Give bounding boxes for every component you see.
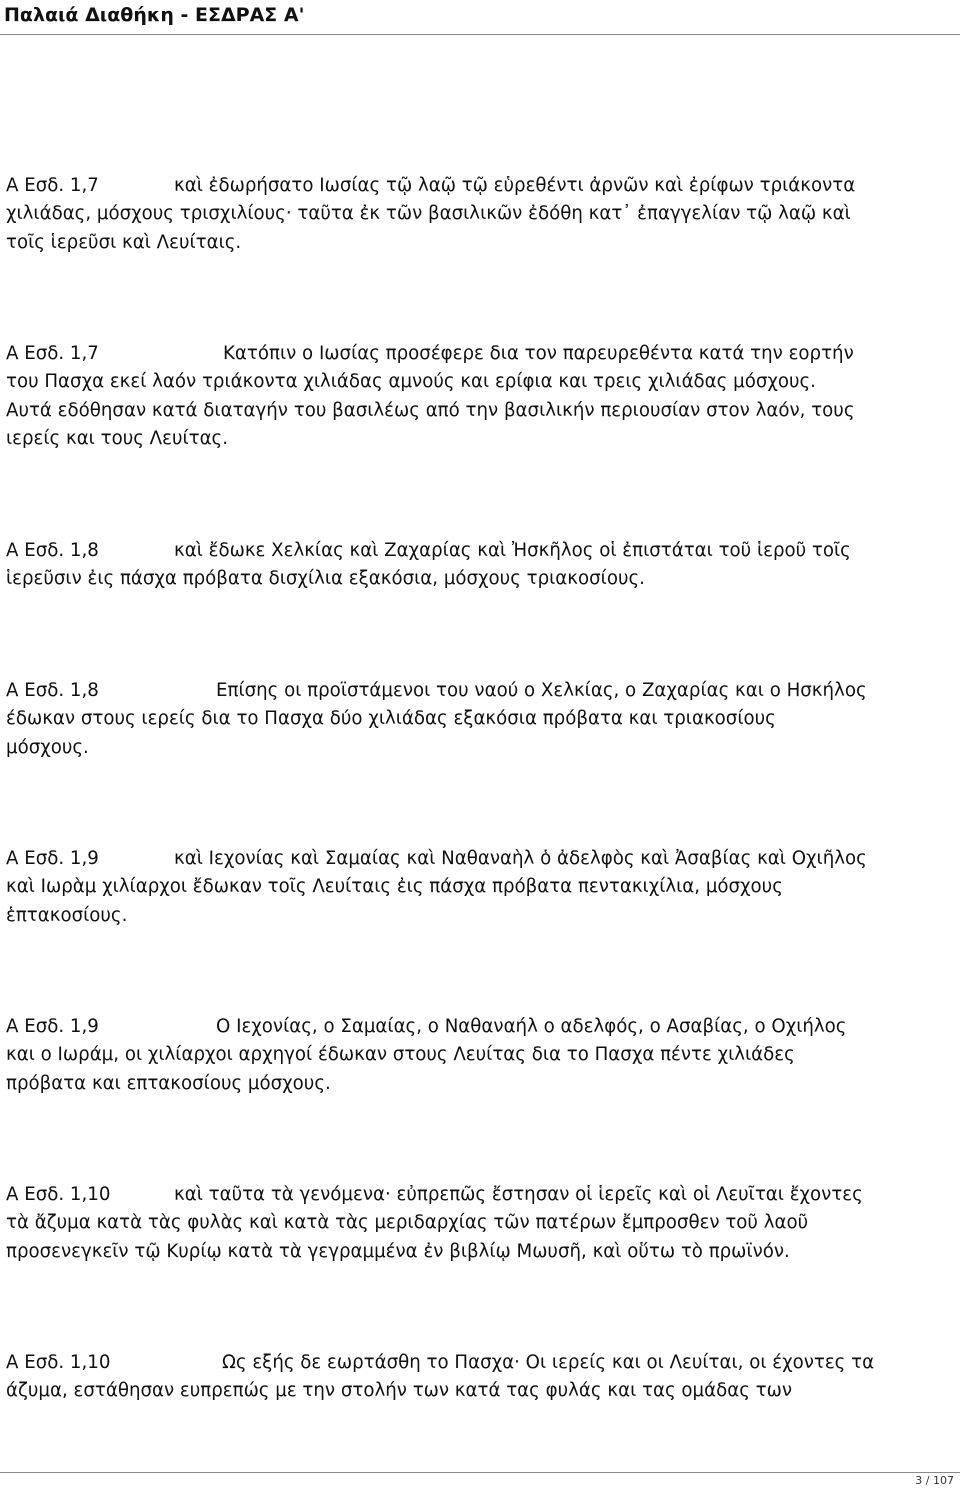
verse-block [6, 537, 956, 594]
verse-reference: Α Εσδ. 1,10 [6, 1184, 111, 1205]
verse-line: ιερείς και τους Λευίτας. [6, 427, 229, 449]
verse-line: προσενεγκεῖν τῷ Κυρίῳ κατὰ τὰ γεγραμμένα ἐν βιβλίῳ Μωυσῆ, καὶ οὕτω τὸ πρωϊνόν. [6, 1240, 790, 1262]
footer-divider [0, 1472, 960, 1473]
verse-block [6, 1181, 956, 1266]
title-divider [0, 34, 960, 35]
verse-text: καὶ ἐδωρήσατο Ιωσίας τῷ λαῷ τῷ εὑρεθέντι ἀρνῶν καὶ ἐρίφων τριάκοντα [174, 175, 856, 196]
verse-text: Ως εξής δε εωρτάσθη το Πασχα· Οι ιερείς και οι Λευίται, οι έχοντες τα [222, 1352, 875, 1373]
verse-reference: Α Εσδ. 1,9 [6, 848, 99, 869]
verse-reference: Α Εσδ. 1,10 [6, 1352, 111, 1373]
verse-block [6, 340, 956, 453]
verse-line: χιλιάδας, μόσχους τρισχιλίους· ταῦτα ἐκ τῶν βασιλικῶν ἐδόθη κατ᾽ ἐπαγγελίαν τῷ λαῷ καὶ [6, 203, 851, 225]
verse-text: Ο Ιεχονίας, ο Σαμαίας, ο Ναθαναήλ ο αδελφός, ο Ασαβίας, ο Οχιήλος [216, 1016, 847, 1037]
verse-text: καὶ Ιεχονίας καὶ Σαμαίας καὶ Ναθαναὴλ ὁ ἀδελφὸς καὶ Ἀσαβίας καὶ Οχιῆλος [174, 848, 867, 869]
verse-line: άζυμα, εστάθησαν ευπρεπώς με την στολήν των κατά τας φυλάς και τας ομάδας των [6, 1380, 792, 1402]
verse-block [6, 677, 956, 762]
verse-line: του Πασχα εκεί λαόν τριάκοντα χιλιάδας αμνούς και ερίφια και τρεις χιλιάδας μόσχους. [6, 371, 816, 393]
verse-reference: Α Εσδ. 1,9 [6, 1016, 99, 1037]
verse-line: μόσχους. [6, 736, 89, 758]
verse-first-line [6, 172, 956, 200]
verse-block [6, 1349, 956, 1406]
verse-line: έδωκαν στους ιερείς δια το Πασχα δύο χιλιάδας εξακόσια πρόβατα και τριακοσίους [6, 708, 776, 730]
verse-line: τοῖς ἱερεῦσι καὶ Λευίταις. [6, 231, 242, 253]
verse-first-line [6, 677, 956, 705]
verse-reference: Α Εσδ. 1,7 [6, 175, 99, 196]
verse-text: καὶ ἔδωκε Χελκίας καὶ Ζαχαρίας καὶ Ἠσκῆλος οἱ ἐπιστάται τοῦ ἱεροῦ τοῖς [174, 540, 851, 561]
verse-first-line [6, 1181, 956, 1209]
verse-line: ἱερεῦσιν ἐις πάσχα πρόβατα δισχίλια εξακόσια, μόσχους τριακοσίους. [6, 568, 645, 590]
verse-first-line [6, 1013, 956, 1041]
verse-line: καὶ Ιωρὰμ χιλίαρχοι ἔδωκαν τοῖς Λευίταις ἐις πάσχα πρόβατα πεντακιχίλια, μόσχους [6, 876, 783, 898]
verse-line: και ο Ιωράμ, οι χιλίαρχοι αρχηγοί έδωκαν στους Λευίτας δια το Πασχα πέντε χιλιάδες [6, 1044, 795, 1066]
verse-reference: Α Εσδ. 1,8 [6, 540, 99, 561]
verse-block [6, 1013, 956, 1098]
verse-first-line [6, 340, 956, 368]
verse-first-line [6, 1349, 956, 1377]
page-title: Παλαιά Διαθήκη - ΕΣΔΡΑΣ Α' [4, 4, 305, 26]
verse-first-line [6, 845, 956, 873]
verse-line: πρόβατα και επτακοσίους μόσχους. [6, 1072, 331, 1094]
verse-line: Αυτά εδόθησαν κατά διαταγήν του βασιλέως από την βασιλικήν περιουσίαν στον λαόν, τους [6, 399, 855, 421]
verse-block [6, 172, 956, 257]
verse-reference: Α Εσδ. 1,7 [6, 343, 99, 364]
verse-line: τὰ ἄζυμα κατὰ τὰς φυλὰς καὶ κατὰ τὰς μεριδαρχίας τῶν πατέρων ἔμπροσθεν τοῦ λαοῦ [6, 1212, 809, 1234]
verse-block [6, 845, 956, 930]
verse-first-line [6, 537, 956, 565]
verse-reference: Α Εσδ. 1,8 [6, 680, 99, 701]
verse-text: καὶ ταῦτα τὰ γενόμενα· εὐπρεπῶς ἔστησαν οἱ ἱερεῖς καὶ οἱ Λευῖται ἔχοντες [174, 1184, 863, 1205]
verse-line: ἑπτακοσίους. [6, 904, 128, 926]
verse-text: Επίσης οι προϊστάμενοι του ναού ο Χελκίας, ο Ζαχαρίας και ο Ησκήλος [216, 680, 867, 701]
page-number: 3 / 107 [915, 1474, 954, 1487]
verse-text: Κατόπιν ο Ιωσίας προσέφερε δια τον παρευρεθέντα κατά την εορτήν [223, 343, 854, 364]
